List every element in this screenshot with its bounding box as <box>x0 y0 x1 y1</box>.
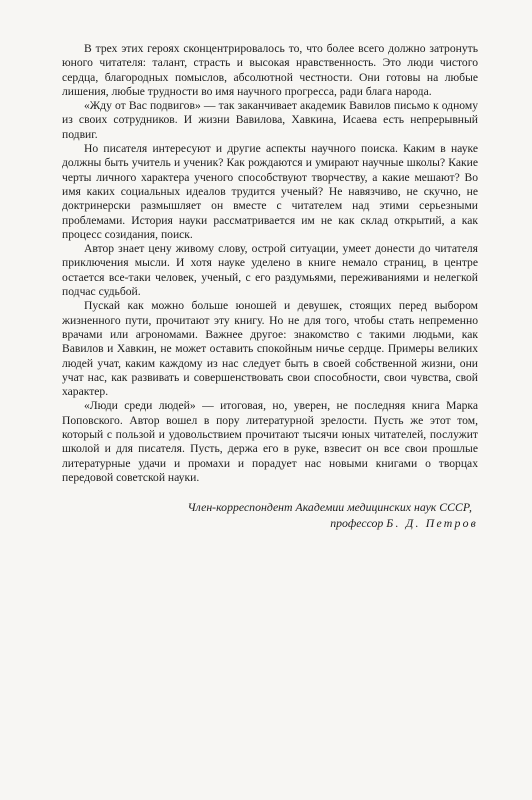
paragraph-3: Но писателя интересуют и другие аспекты научного поиска. Каким в науке должны быть учитель и ученик? Как рождаются и умирают научные школы? Какие черты личного характера ученого способствуют творчеству, а какие мешают? Во имя каких социальных идеалов трудится ученый? Не навязчиво, не скучно, не доктринерски размышляет он вместе с читателем над этими серьезными проблемами. История науки рассматривается им не как склад открытий, а как процесс созидания, поиск. <box>62 142 478 241</box>
paragraph-1: В трех этих героях сконцентрировалось то, что более всего должно затронуть юного читателя: талант, страсть и высокая нравственность. Это люди чистого сердца, благородных помыслов, абсолютной честности. Они готовы на любые лишения, любые трудности во имя научного прогресса, ради блага народа. <box>62 42 478 98</box>
paragraph-6: «Люди среди людей» — итоговая, но, уверен, не последняя книга Марка Поповского. Автор вошел в пору литературной зрелости. Пусть же этот том, который с пользой и удовольствием прочитают тысячи юных читателей, послужит школой и для писателя. Пусть, держа его в руке, взвесит он все свои прошлые литературные удачи и промахи и порадует нас новыми книгами о творцах передовой советской науки. <box>62 399 478 484</box>
paragraph-5: Пускай как можно больше юношей и девушек, стоящих перед выбором жизненного пути, прочитают эту книгу. Но не для того, чтобы стать непременно врачами или агрономами. Важнее другое: знакомство с такими людьми, как Вавилов и Хавкин, не может оставить спокойным ничье сердце. Примеры великих людей учат, каким каждому из нас следует быть в своей собственной жизни, они учат нас, как развивать и совершенствовать свои способности, свои чувства, свой характер. <box>62 299 478 399</box>
author-signature <box>62 500 478 531</box>
signature-position: профессор <box>330 515 384 530</box>
paragraph-4: Автор знает цену живому слову, острой ситуации, умеет донести до читателя приключения мысли. И хотя науке уделено в книге немало страниц, в центре остается все-таки человек, ученый, с его раздумьями, переживаниями и нелегкой подчас судьбой. <box>62 242 478 299</box>
signature-title: Член-корреспондент Академии медицинских наук СССР, <box>187 500 472 515</box>
signature-name-line <box>62 516 478 532</box>
paragraph-2: «Жду от Вас подвигов» — так заканчивает академик Вавилов письмо к одному из своих сотрудников. И жизни Вавилова, Хавкина, Исаева есть непрерывный подвиг. <box>62 99 478 141</box>
document-page <box>62 42 478 531</box>
signature-name: Б. Д. Петров <box>386 515 478 530</box>
